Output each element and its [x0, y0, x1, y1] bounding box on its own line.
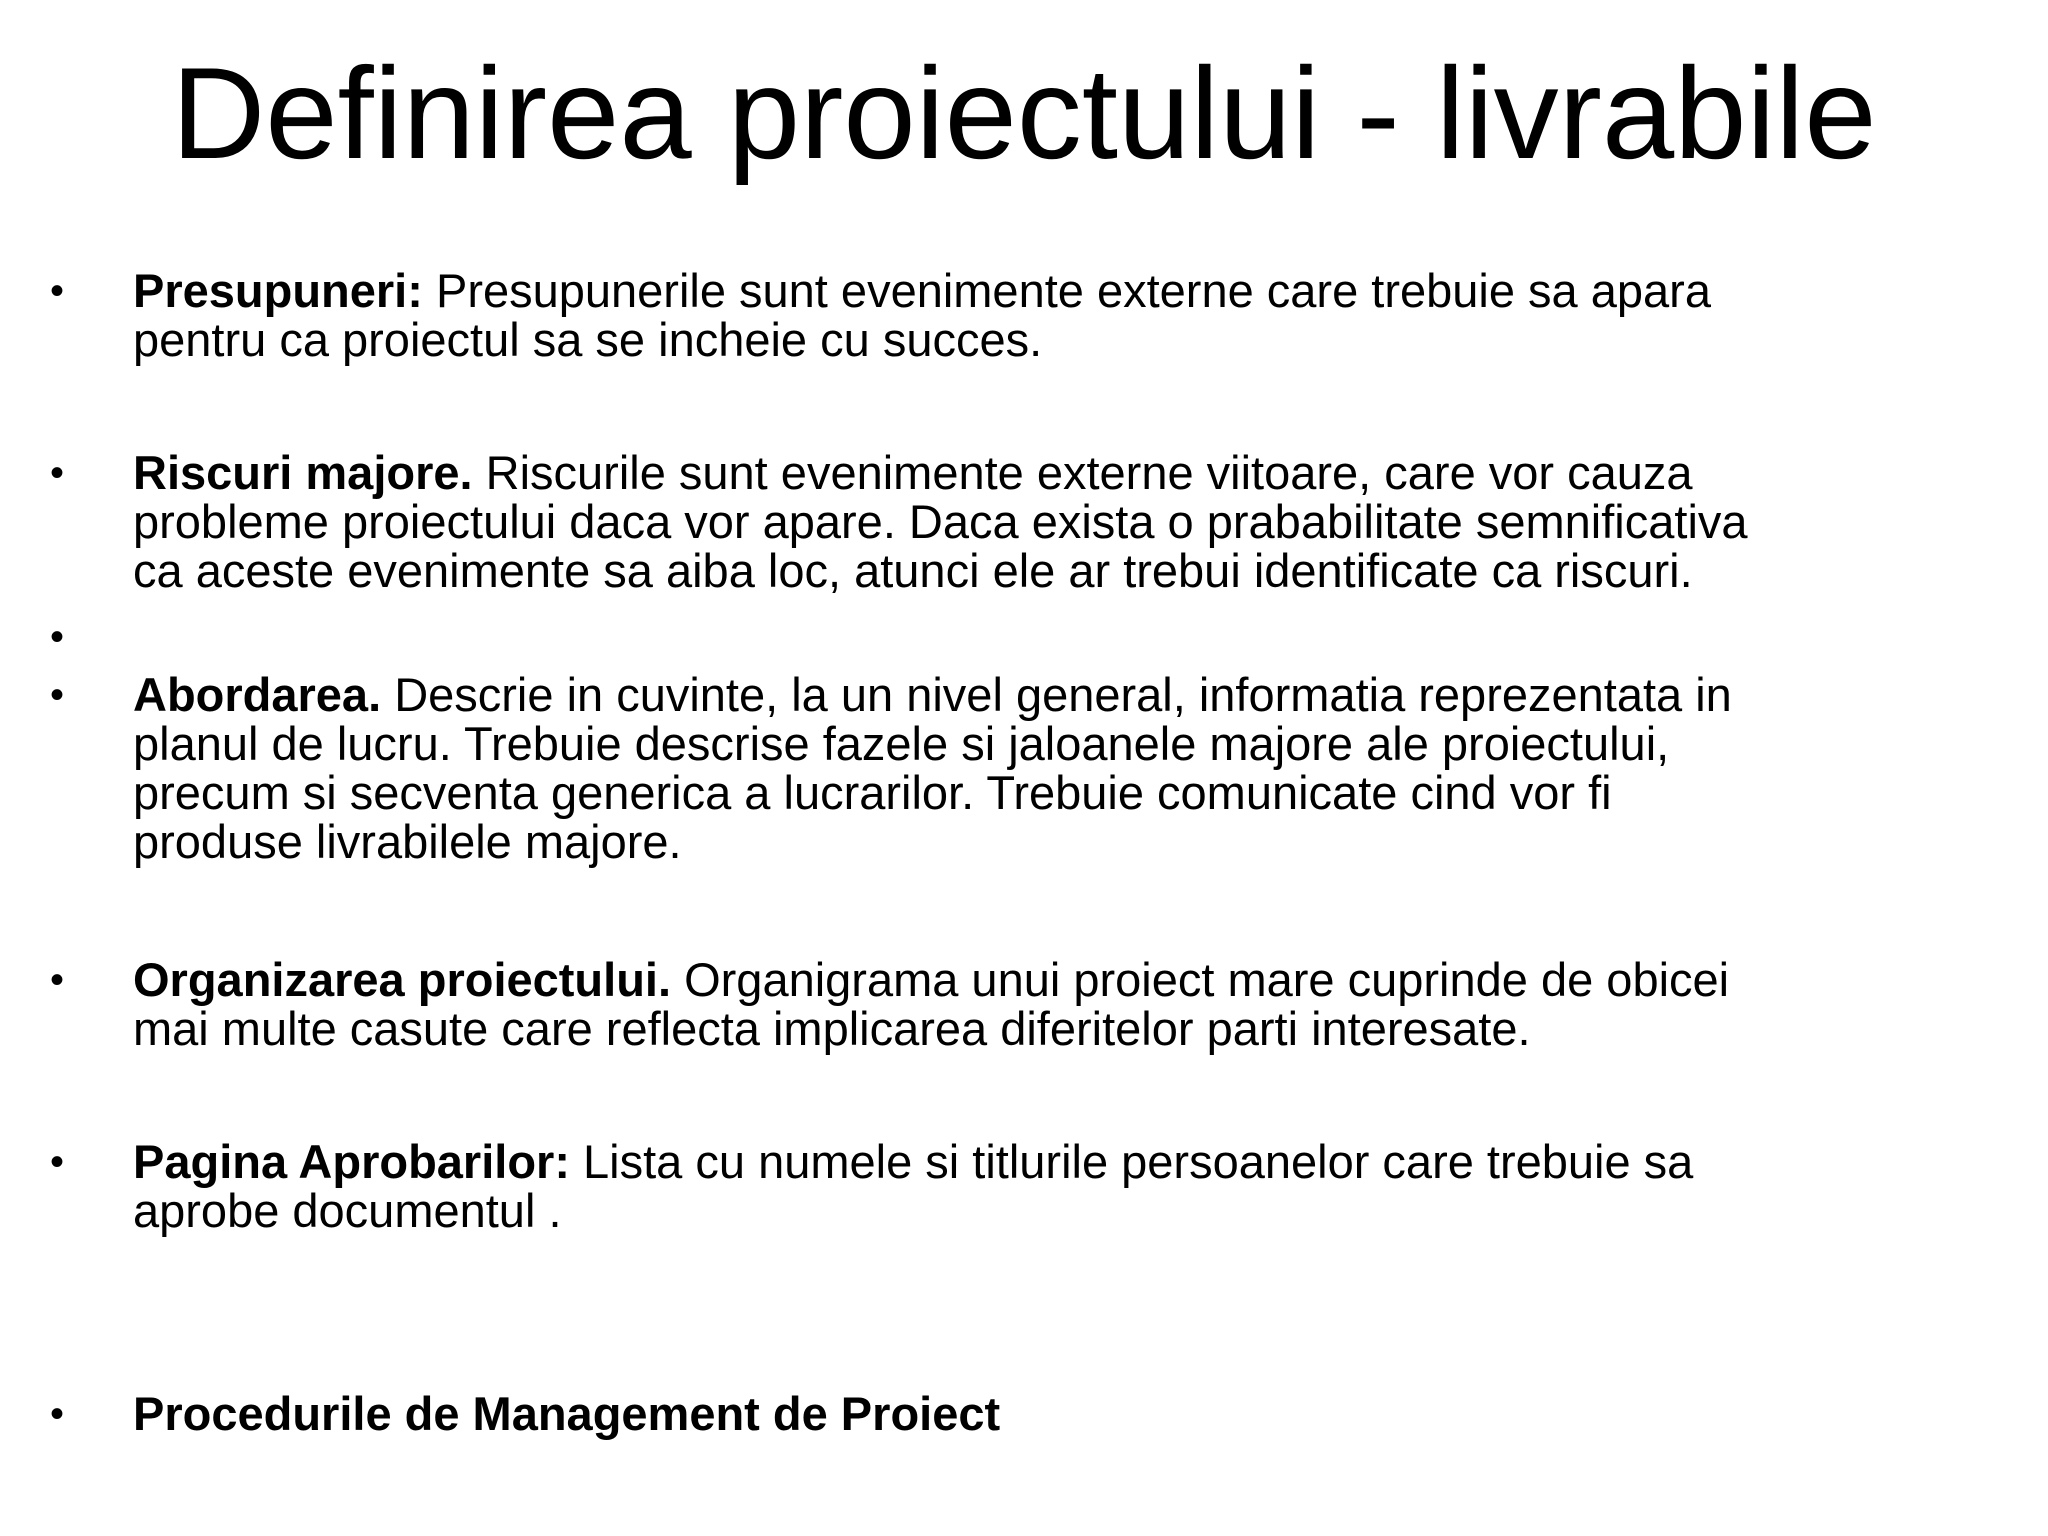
bullet-text — [133, 448, 2033, 595]
bullet-text — [133, 670, 2033, 866]
bullet-line — [133, 448, 2033, 497]
bullet-line-text: Lista cu numele si titlurile persoanelor care trebuie sa — [569, 1135, 1694, 1188]
bullet-line — [133, 266, 2033, 315]
bullet-line — [133, 955, 2033, 1004]
bullet-line — [133, 1389, 2033, 1438]
bullet-dot-icon: • — [50, 451, 65, 495]
bullet-line — [133, 1137, 2033, 1186]
slide-title: Definirea proiectului - livrabile — [171, 40, 1877, 186]
bullet-line: pentru ca proiectul sa se incheie cu succes. — [133, 313, 1043, 366]
bullet-line-text: Descrie in cuvinte, la un nivel general, informatia reprezentata in — [381, 668, 1732, 721]
bullet-dot-icon: • — [50, 615, 65, 659]
bullet-line-text: Riscurile sunt evenimente externe viitoare, care vor cauza — [472, 446, 1693, 499]
bullet-line — [133, 670, 2033, 719]
bullet-text — [133, 1137, 2033, 1235]
bullet-line: mai multe casute care reflecta implicarea diferitelor parti interesate. — [133, 1002, 1531, 1055]
bullet-label: Pagina Aprobarilor: — [133, 1135, 570, 1188]
bullet-line: aprobe documentul . — [133, 1184, 562, 1237]
bullet-dot-icon: • — [50, 673, 65, 717]
bullet-line: ca aceste evenimente sa aiba loc, atunci ele ar trebui identificate ca riscuri. — [133, 544, 1693, 597]
bullet-dot-icon: • — [50, 1140, 65, 1184]
bullet-line: planul de lucru. Trebuie descrise fazele si jaloanele majore ale proiectului, — [133, 717, 1670, 770]
bullet-label: Riscuri majore. — [133, 446, 473, 499]
bullet-text — [133, 1389, 2033, 1438]
bullet-line-text: Organigrama unui proiect mare cuprinde de obicei — [671, 953, 1730, 1006]
bullet-line-text: Presupunerile sunt evenimente externe care trebuie sa apara — [422, 264, 1711, 317]
bullet-text — [133, 266, 2033, 364]
bullet-label: Presupuneri: — [133, 264, 423, 317]
bullet-label: Organizarea proiectului. — [133, 953, 672, 1006]
bullet-dot-icon: • — [50, 1392, 65, 1436]
bullet-dot-icon: • — [50, 958, 65, 1002]
bullet-line: probleme proiectului daca vor apare. Daca exista o prababilitate semnificativa — [133, 495, 1748, 548]
bullet-dot-icon: • — [50, 269, 65, 313]
bullet-label: Procedurile de Management de Proiect — [133, 1387, 1001, 1440]
bullet-label: Abordarea. — [133, 668, 382, 721]
bullet-text — [133, 955, 2033, 1053]
bullet-line: precum si secventa generica a lucrarilor. Trebuie comunicate cind vor fi — [133, 766, 1612, 819]
bullet-line: produse livrabilele majore. — [133, 815, 682, 868]
